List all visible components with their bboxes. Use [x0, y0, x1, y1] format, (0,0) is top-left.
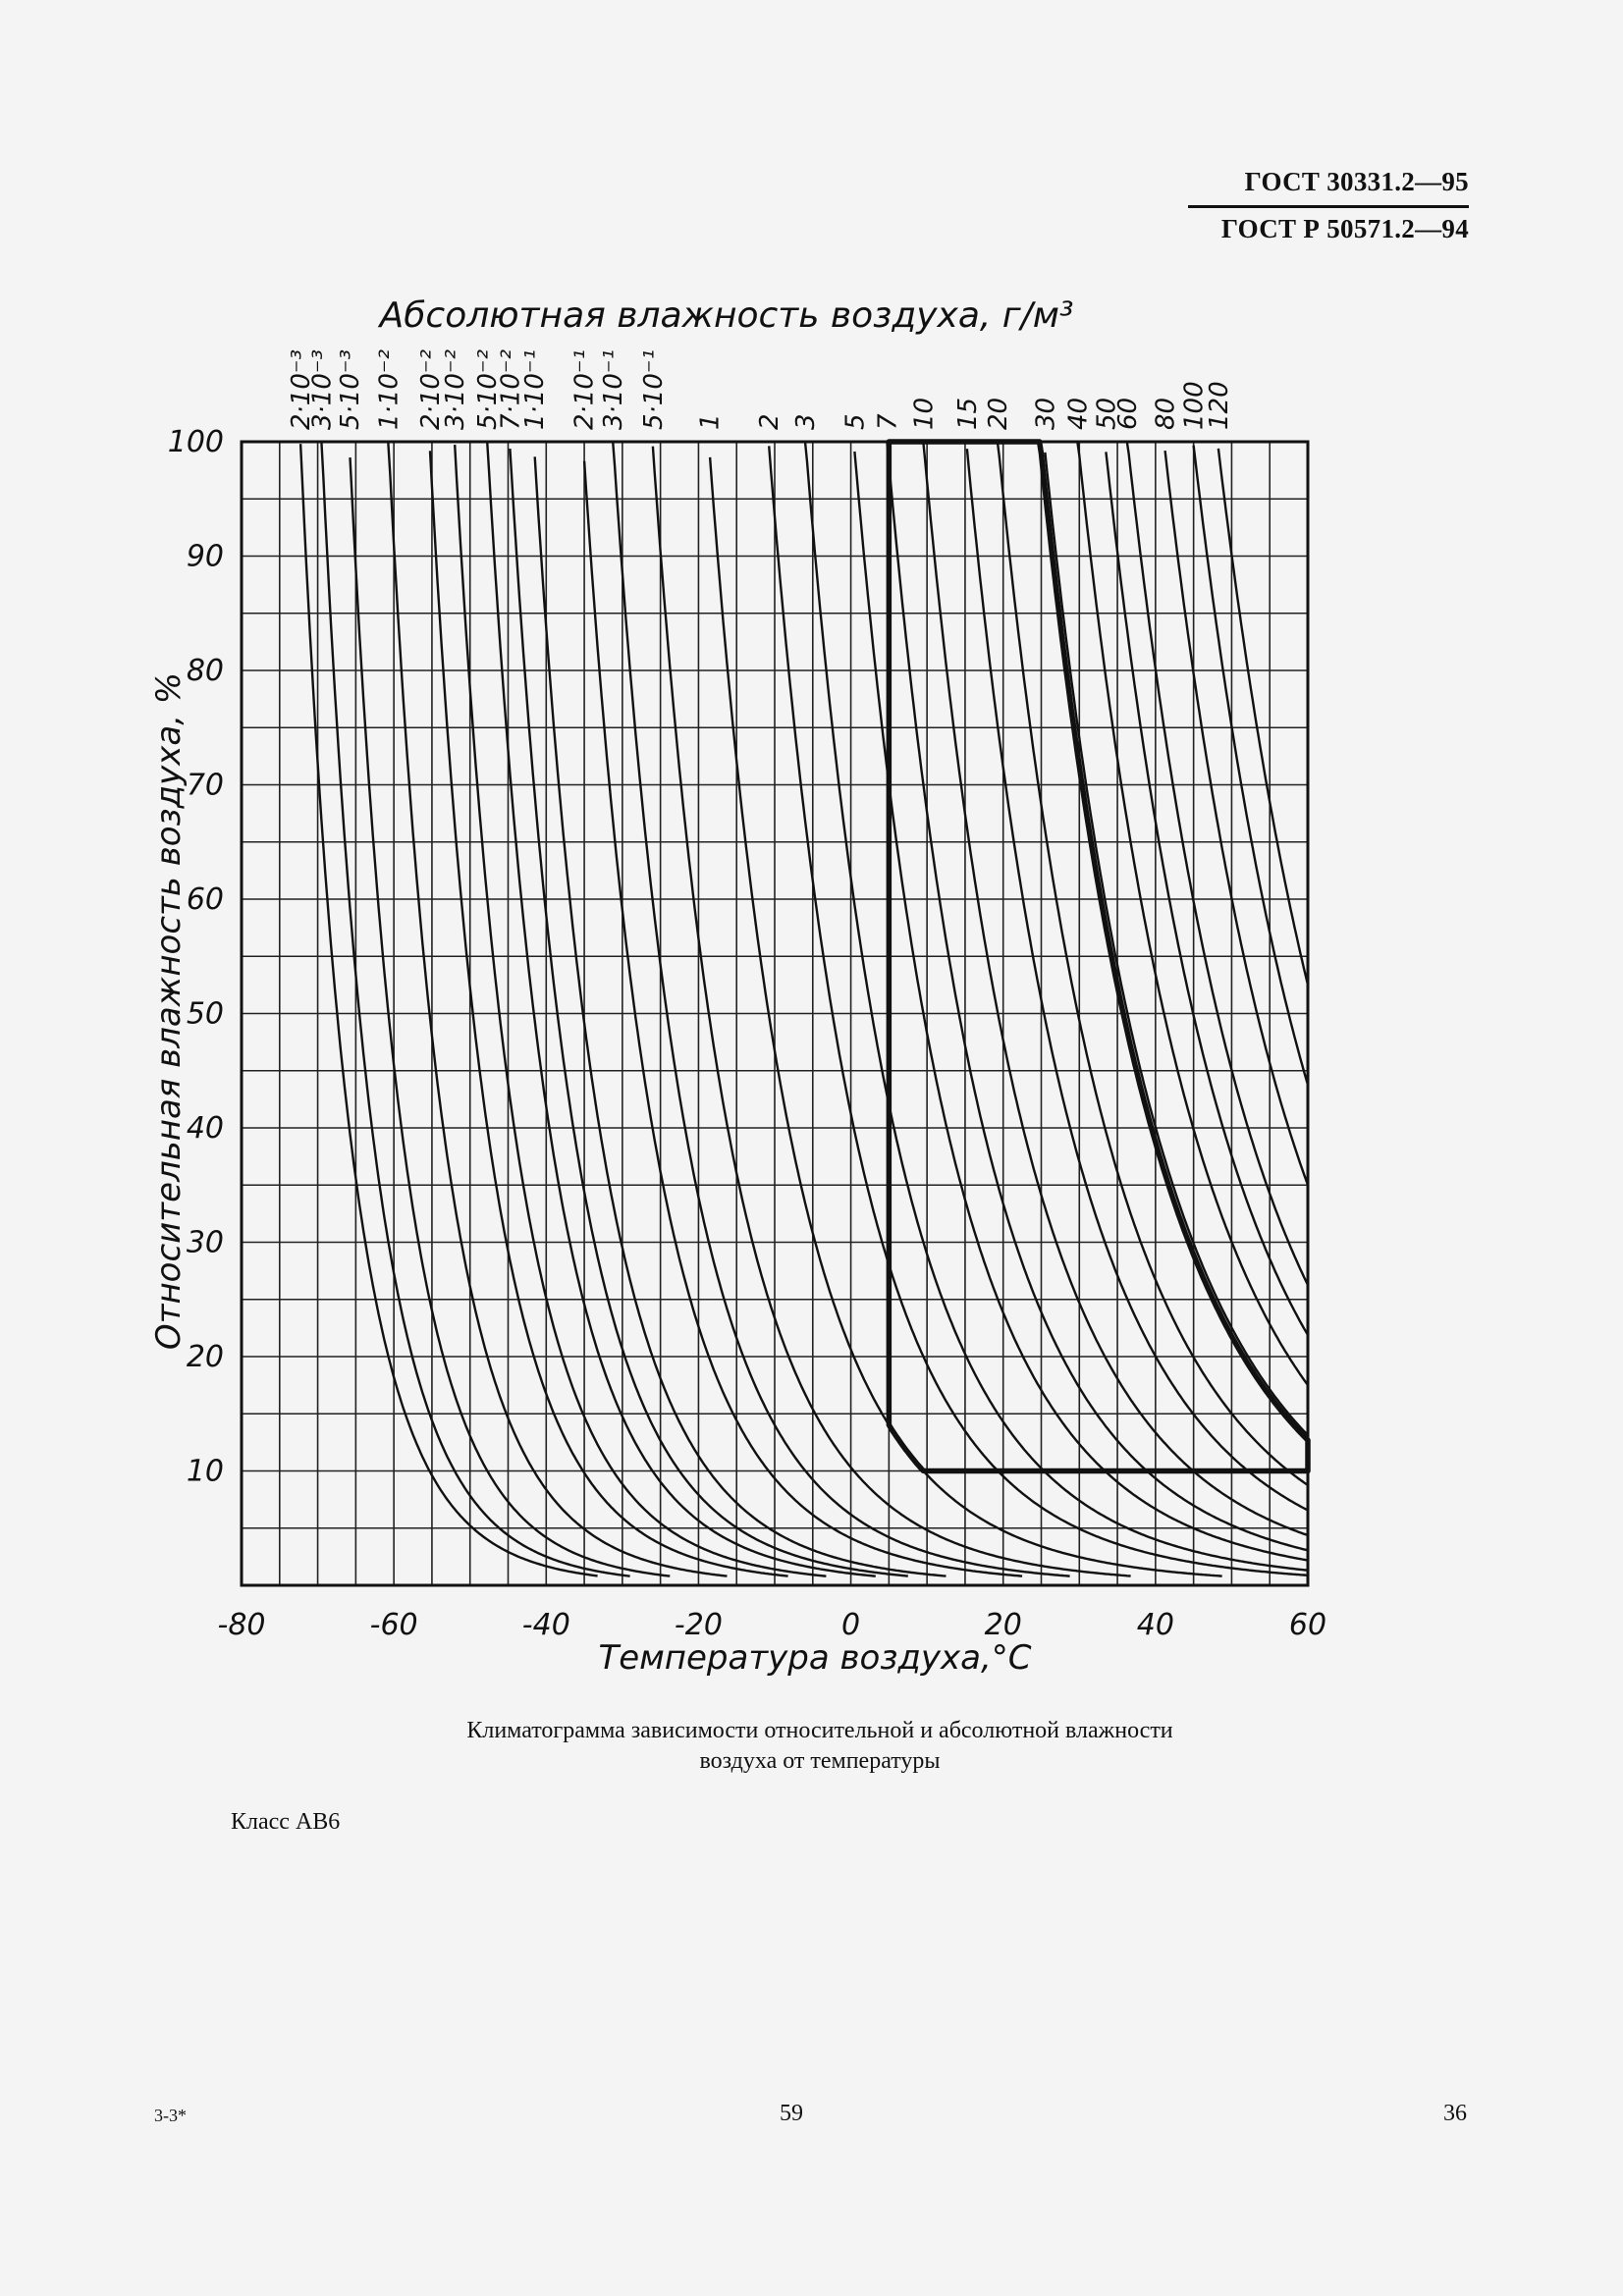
isoline-label: 100	[1179, 381, 1210, 430]
chart-labels	[168, 349, 1326, 1642]
footer-left: 3-3*	[154, 2106, 187, 2125]
y-tick-label: 30	[186, 1225, 224, 1260]
y-tick-label: 100	[167, 425, 224, 459]
x-tick-label: -80	[217, 1608, 266, 1642]
isoline-label: 1·10⁻²	[374, 348, 405, 430]
y-tick-label: 70	[186, 768, 224, 803]
isoline-curve	[613, 442, 1069, 1576]
isoline-label: 60	[1112, 397, 1143, 430]
isoline-curve	[967, 449, 1308, 1510]
isoline-curve	[1045, 453, 1308, 1435]
isoline-label: 80	[1151, 397, 1181, 430]
isoline-label: 50	[1092, 397, 1122, 430]
standard-number-2: ГОСТ Р 50571.2—94	[1220, 214, 1469, 243]
y-tick-label: 10	[186, 1454, 224, 1489]
isoline-label: 2·10⁻³	[287, 348, 317, 430]
y-tick-label: 40	[186, 1111, 224, 1146]
isoline-label: 40	[1063, 397, 1094, 430]
y-tick-label: 90	[186, 539, 224, 574]
isoline-label: 3·10⁻¹	[599, 348, 629, 430]
page-number: 59	[780, 2101, 803, 2126]
x-tick-label: 60	[1288, 1608, 1327, 1642]
x-tick-label: -20	[674, 1608, 723, 1642]
isoline-label: 10	[909, 397, 940, 430]
x-tick-label: 0	[841, 1608, 861, 1642]
isoline-label: 5·10⁻²	[473, 348, 504, 430]
isoline-label: 1	[695, 413, 726, 430]
isoline-label: 7	[873, 413, 903, 430]
footer-right: 36	[1443, 2101, 1467, 2126]
isoline-label: 5·10⁻¹	[638, 348, 669, 430]
chart-title: Абсолютная влажность воздуха, г/м³	[379, 295, 1074, 336]
y-tick-label: 60	[186, 882, 224, 917]
isoline-curves	[300, 442, 1308, 1576]
isoline-label: 20	[983, 397, 1013, 430]
caption-line-2: воздуха от температуры	[699, 1748, 941, 1774]
isoline-label: 3	[791, 413, 821, 430]
standard-number-1: ГОСТ 30331.2—95	[1244, 167, 1469, 196]
y-tick-label: 80	[186, 654, 224, 688]
isoline-label: 3·10⁻²	[441, 348, 471, 430]
y-tick-label: 20	[186, 1340, 224, 1374]
isoline-label: 2·10⁻¹	[569, 348, 600, 430]
isoline-curve	[1106, 452, 1308, 1335]
isoline-label: 2	[755, 413, 785, 430]
y-tick-label: 50	[186, 996, 224, 1032]
isoline-label: 5	[840, 413, 871, 430]
x-tick-label: -60	[369, 1608, 418, 1642]
isoline-label: 30	[1031, 397, 1061, 430]
isoline-label: 5·10⁻³	[336, 348, 366, 430]
caption-line-1: Климатограмма зависимости относительной и абсолютной влажности	[466, 1718, 1173, 1743]
y-axis-label: Относительная влажность воздуха, %	[149, 671, 189, 1351]
isoline-label: 2·10⁻²	[416, 348, 446, 430]
figure-caption	[334, 1716, 1306, 1777]
isoline-label: 7·10⁻²	[496, 348, 526, 430]
isoline-label: 3·10⁻³	[307, 348, 338, 430]
isoline-curve	[1165, 451, 1308, 1185]
isoline-label: 120	[1204, 381, 1234, 430]
class-label: Класс АВ6	[231, 1809, 341, 1835]
isoline-curve	[710, 457, 1222, 1576]
isoline-curve	[455, 445, 826, 1576]
isoline-label: 1·10⁻¹	[519, 348, 550, 430]
x-tick-label: 20	[984, 1608, 1022, 1642]
x-axis-label: Температура воздуха,°С	[598, 1638, 1032, 1678]
x-tick-label: 40	[1136, 1608, 1174, 1642]
isoline-label: 15	[952, 397, 983, 430]
isoline-curve	[584, 461, 1022, 1576]
x-tick-label: -40	[521, 1608, 570, 1642]
